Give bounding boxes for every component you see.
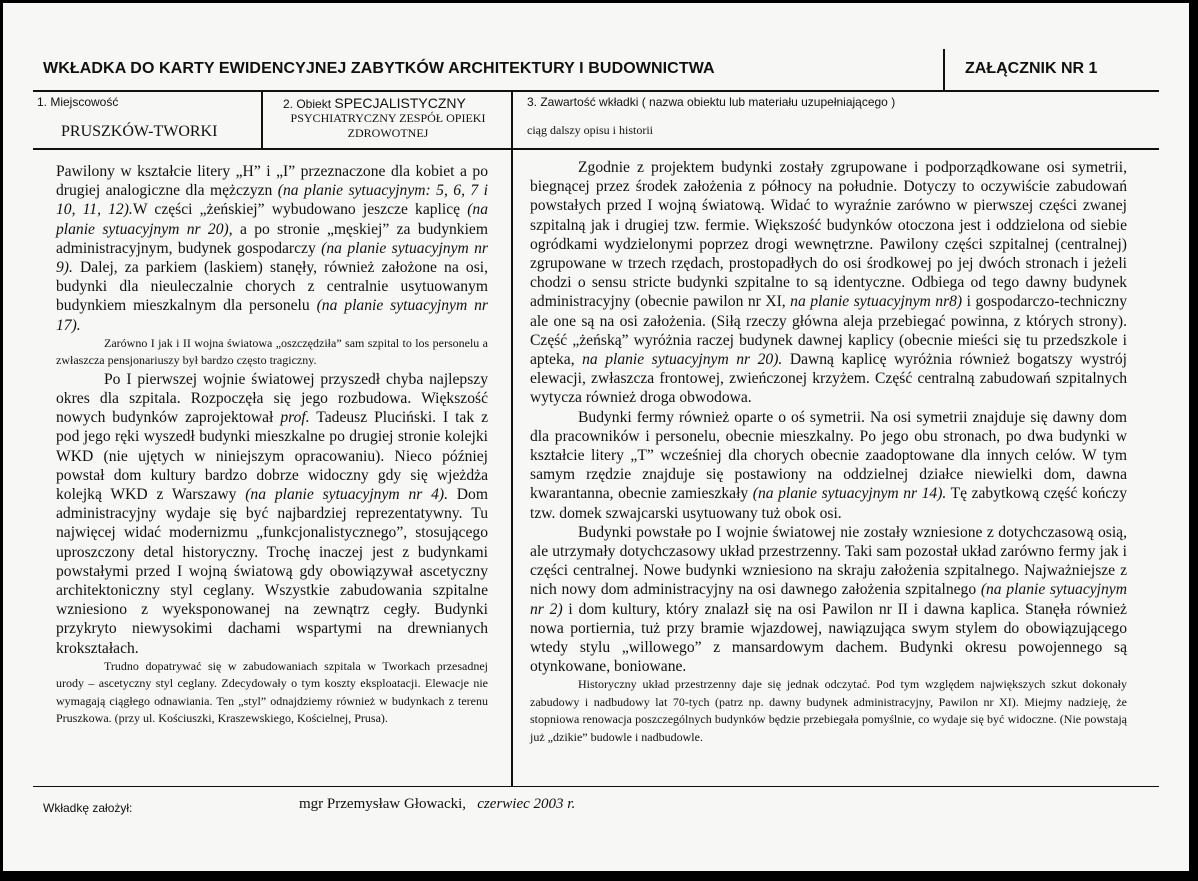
content-label: 3. Zawartość wkładki ( nazwa obiektu lub materiału uzupełniającego ) <box>527 95 896 109</box>
right-paragraph-2: Budynki fermy również oparte o oś symetrii. Na osi symetrii znajduje się dawny dom dla pracowników i personelu, obecnie mieszkalny. Po jego obu stronach, po dwa budynki w kształcie litery „T” wcześniej dla chorych obecnie zaadoptowane dla innych celów. W tym samym rzędzie znajduje się postawiony na oddzielnej działce niewielki dom, dawna kwarantanna, obecnie zamieszkały (na planie sytuacyjnym nr 14). Tę zabytkową część kończy tzw. domek szwajcarski usytuowany tuż obok osi. <box>530 408 1128 522</box>
field-divider-2 <box>511 90 513 148</box>
page-title: WKŁADKA DO KARTY EWIDENCYJNEJ ZABYTKÓW ARCHITEKTURY I BUDOWNICTWA <box>43 60 715 77</box>
footer-rule <box>33 786 1159 787</box>
right-note: Historyczny układ przestrzenny daje się jednak odczytać. Pod tym względem największych szkut dokonały zabudowy i nadbudowy lat 70-tych (patrz np. dawny budynek administracyjny, Pawilon nr XI). Miejmy nadzieję, że stopniowa renowacja poszczególnych budynków będzie przebiegała pomyślnie, co wydaje się być widoczne. (Nie powstają już „dzikie” budowle i nadbudowle. <box>530 677 1127 744</box>
locality-label: 1. Miejscowość <box>37 95 119 109</box>
left-column <box>56 162 488 728</box>
footer-label: Wkładkę założył: <box>43 801 133 815</box>
object-label: 2. Obiekt SPECJALISTYCZNY <box>283 95 466 111</box>
fields-rule <box>33 148 1159 150</box>
locality-value: PRUSZKÓW-TWORKI <box>61 123 218 140</box>
right-paragraph-3: Budynki powstałe po I wojnie światowej nie zostały wzniesione z dotychczasową osią, ale utrzymały dotychczasowy układ przestrzenny. Taki sam pozostał układ zarówno fermy jak i części centralnej. Nowe budynki wzniesiono na skraju założenia szpitalnego. Najważniejsze z nich nowy dom administracyjny na osi dawnego założenia szpitalnego (na planie sytuacyjnym nr 2) i dom kultury, który znalazł się na osi Pawilon nr II i dawna kaplica. Stanęła również nowa portiernia, tuż przy bramie wjazdowej, nawiązująca swym stylem do obowiązującego wtedy stylu „willowego” z mansardowym dachem. Budynki okresu powojennego są otynkowane, boniowane. <box>530 523 1127 676</box>
left-note-1: Zarówno I jak i II wojna światowa „oszczędziła” sam szpital to los personelu a zwłaszcza pensjonariuszy był bardzo często tragiczny. <box>56 335 488 368</box>
left-paragraph-2: Po I pierwszej wojnie światowej przyszedł chyba najlepszy okres dla szpitala. Rozpoczęła się jego rozbudowa. Większość nowych budynków zaprojektował prof. Tadeusz Pluciński. I tak z pod jego ręki wyszedł budynki mieszkalne po drugiej stronie kolejki WKD (nie ujętych w niniejszym opracowaniu). Nieco później powstał dom kultury bardzo dobrze widoczny gdy się wjeżdża kolejką WKD z Warszawy (na planie sytuacyjnym nr 4). Dom administracyjny wydaje się być najbardziej reprezentatywny. Tu najwięcej widać modernizmu „funkcjonalistycznego”, stosującego uproszczony detal historyczny. Trochę inaczej jest z budynkami powstałymi przed I wojną światową gdy obowiązywał ascetyczny architektoniczny styl ceglany. Wszystkie zabudowania szpitalne wzniesiono z wyeksponowanej na zewnątrz cegły. Budynki przykryto niewysokimi dachami wspartymi na drewnianych krokształach. <box>56 370 488 657</box>
title-divider <box>943 49 945 91</box>
record-card <box>3 3 1189 871</box>
left-note-2: Trudno dopatrywać się w zabudowaniach szpitala w Tworkach przesadnej urody – ascetyczny styl ceglany. Zdecydowały o tym koszty eksploatacji. Elewacje nie wymagają ciągłego odnawiania. Ten „styl” odnajdziemy również w budynkach z terenu Pruszkowa. (przy ul. Kościuszki, Kraszewskiego, Kościelnej, Prusa). <box>56 658 488 726</box>
right-column <box>530 158 1127 746</box>
object-value: PSYCHIATRYCZNY ZESPÓŁ OPIEKI ZDROWOTNEJ <box>290 111 486 140</box>
content-value: ciąg dalszy opisu i historii <box>527 123 653 137</box>
column-divider <box>511 148 513 786</box>
header-rule <box>33 90 1159 92</box>
field-divider-1 <box>261 90 263 148</box>
left-paragraph-1: Pawilony w kształcie litery „H” i „I” przeznaczone dla kobiet a po drugiej analogiczne dla mężczyzn (na planie sytuacyjnym: 5, 6, 7 i 10, 11, 12).W części „żeńskiej” wybudowano jeszcze kaplicę (na planie sytuacyjnym nr 20), a po stronie „męskiej” za budynkiem administracyjnym, budynek gospodarczy (na planie sytuacyjnym nr 9). Dalej, za parkiem (laskiem) stanęły, również założone na osi, budynki dla nieuleczalnie chorych z centralnie usytuowanym budynkiem mieszkalnym dla personelu (na planie sytuacyjnym nr 17). <box>56 163 489 334</box>
footer-author: mgr Przemysław Głowacki, czerwiec 2003 r. <box>299 796 576 812</box>
right-paragraph-1: Zgodnie z projektem budynki zostały zgrupowane i podporządkowane osi symetrii, biegnącej przez środek założenia z północy na południe. Dotyczy to oczywiście zabudowań powstałych przed I wojną światową. Widać to wyraźnie zarówno w pierwszej części zwanej szpitalną jak i drugiej tzw. fermie. Większość budynków otoczona jest i oddzielona od siebie ogródkami wydzielonymi poprzez drogi wewnętrzne. Pawilony części szpitalnej (centralnej) zgrupowane w trzech rzędach, prostopadłych do osi środkowej po jej dwóch stronach i jeżeli chodzi o sensu stricte budynki szpitalne to są identyczne. Odbiega od tego dawny budynek administracyjny (obecnie pawilon nr XI, na planie sytuacyjnym nr8) i gospodarczo-techniczny ale one są na osi założenia. (Siłą rzeczy główna aleja przebiegać powinna, z których strony). Część „żeńską” wyróżnia raczej budynek dawnej kaplicy (obecnie mieści się tu przedszkole i apteka, na planie sytuacyjnym nr 20). Dawną kaplicę wyróżnia również bogatszy wystrój elewacji, zwłaszcza frontowej, zwieńczonej krzyżem. Część centralną zabudowań szpitalnych wytycza również droga obwodowa. <box>530 159 1127 407</box>
annex-label: ZAŁĄCZNIK NR 1 <box>965 60 1098 77</box>
